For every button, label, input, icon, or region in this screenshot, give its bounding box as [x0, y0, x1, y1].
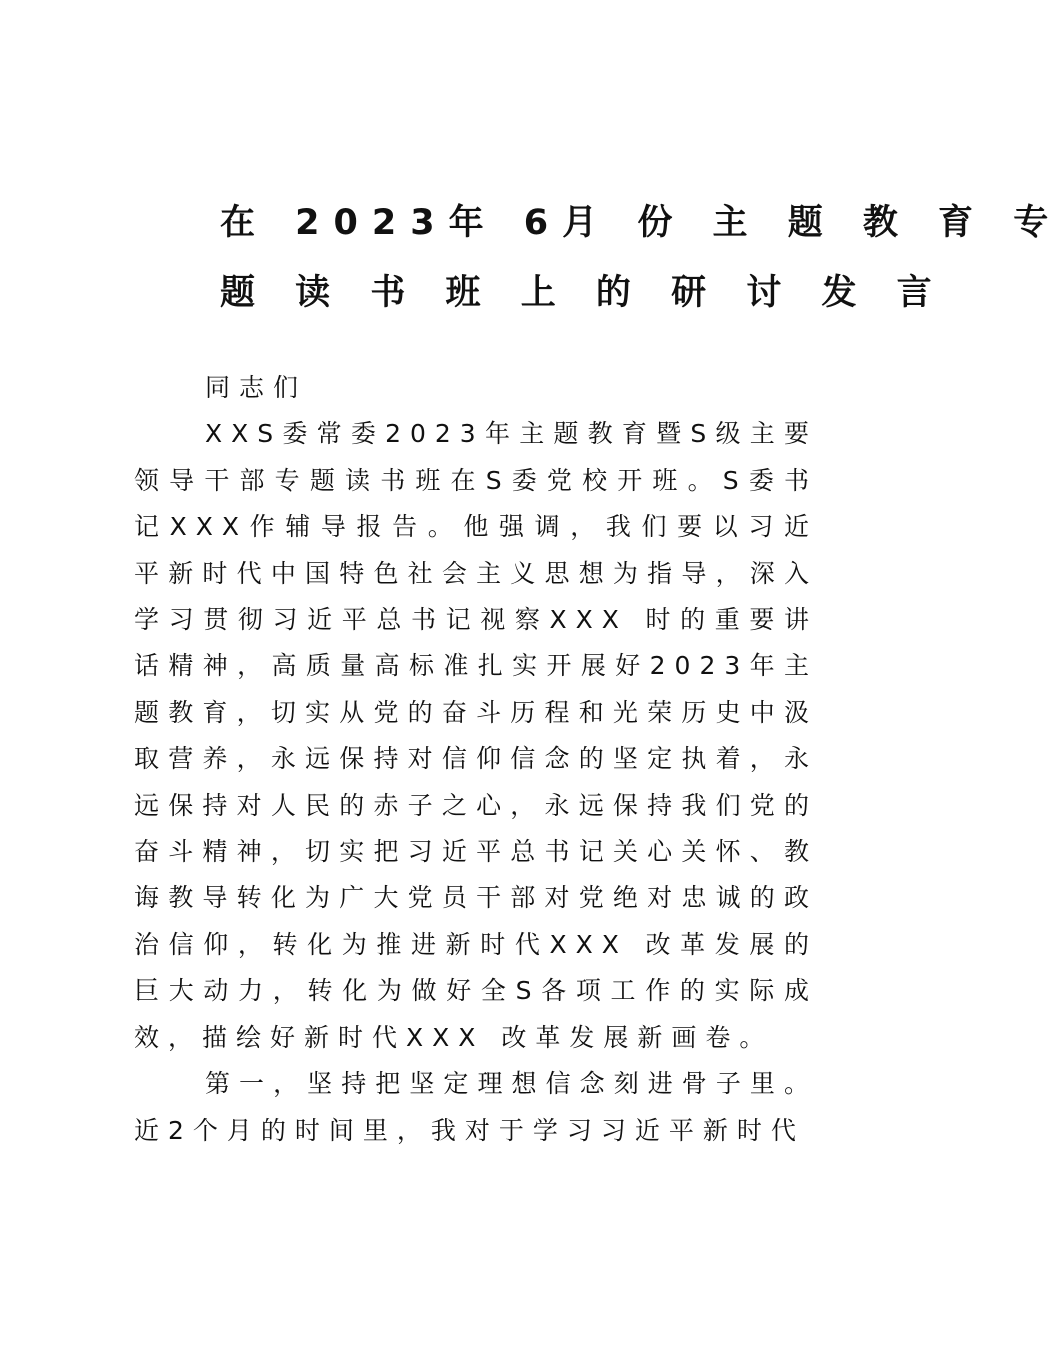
document-title — [220, 188, 1062, 328]
greeting: 同志们 — [205, 373, 308, 402]
document-body — [134, 365, 818, 1154]
title-line-1: 在 2023年 6月 份 主 题 教 育 专 — [220, 203, 1062, 243]
paragraph-1: XXS委常委2023年主题教育暨S级主要领导干部专题读书班在S委党校开班。S委书记XXX作辅导报告。他强调，我们要以习近平新时代中国特色社会主义思想为指导，深入学习贯彻习近平总书记视察XXX 时的重要讲话精神，高质量高标准扎实开展好2023年主题教育，切实从党的奋斗历程和光荣历史中汲取营养，永远保持对信仰信念的坚定执着，永远保持对人民的赤子之心，永远保持我们党的奋斗精神，切实把习近平总书记关心关怀、教诲教导转化为广大党员干部对党绝对忠诚的政治信仰，转化为推进新时代XXX 改革发展的巨大动力，转化为做好全S各项工作的实际成效，描绘好新时代XXX 改革发展新画卷。 — [134, 419, 818, 1052]
paragraph-2: 第一，坚持把坚定理想信念刻进骨子里。近2个月的时间里，我对于学习习近平新时代 — [134, 1069, 818, 1145]
title-line-2: 题 读 书 班 上 的 研 讨 发 言 — [220, 273, 946, 313]
